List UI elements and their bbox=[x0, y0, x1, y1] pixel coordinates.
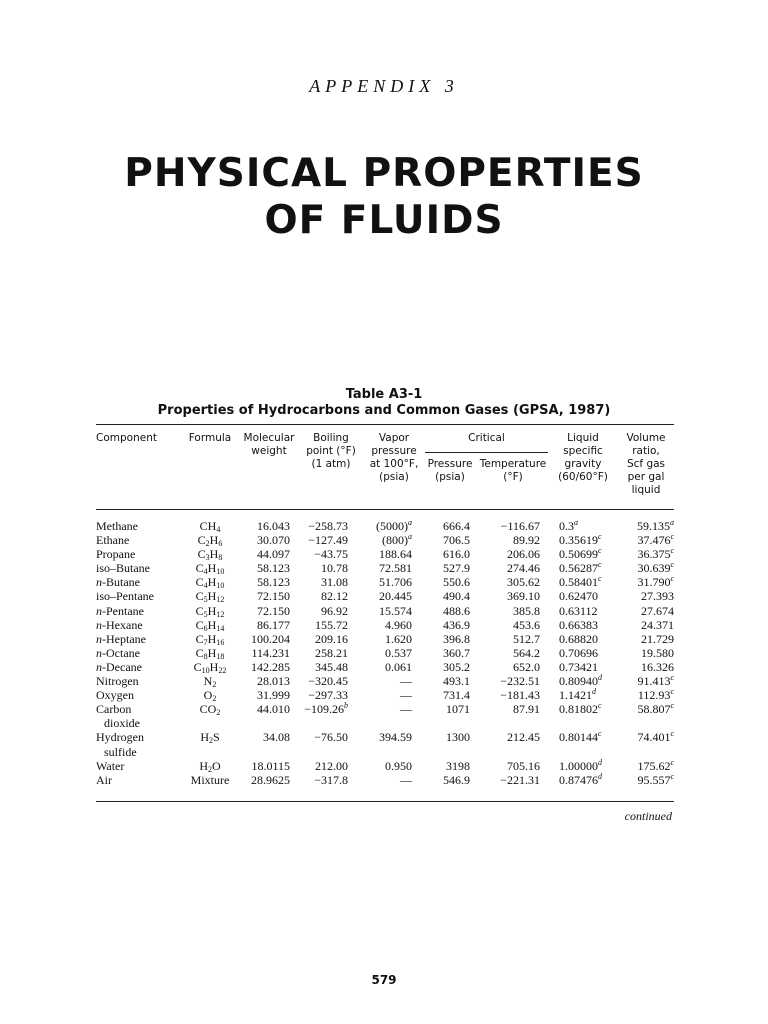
cell-volume-ratio: 95.557$^c$ bbox=[637, 771, 674, 787]
cell-molecular-weight: 28.013 bbox=[257, 674, 290, 689]
cell-molecular-weight: 72.150 bbox=[257, 603, 290, 618]
cell-volume-ratio: 21.729 bbox=[641, 631, 674, 646]
cell-critical-pressure: 488.6 bbox=[443, 603, 470, 618]
cell-critical-pressure: 436.9 bbox=[443, 617, 470, 632]
cell-critical-pressure: 493.1 bbox=[443, 674, 470, 689]
cell-component: n-Butane bbox=[96, 575, 140, 590]
cell-boiling-point: 345.48 bbox=[315, 659, 348, 674]
cell-critical-pressure: 490.4 bbox=[443, 589, 470, 604]
header-critical: Critical bbox=[468, 432, 505, 444]
cell-critical-temperature: 564.2 bbox=[513, 645, 540, 660]
cell-vapor-pressure: 72.581 bbox=[379, 561, 412, 576]
cell-critical-temperature: 453.6 bbox=[513, 617, 540, 632]
cell-volume-ratio: 19.580 bbox=[641, 645, 674, 660]
table-row bbox=[0, 519, 768, 533]
cell-molecular-weight: 114.231 bbox=[251, 645, 290, 660]
header-formula: Formula bbox=[188, 432, 232, 444]
table-caption: Properties of Hydrocarbons and Common Gases (GPSA, 1987) bbox=[157, 403, 611, 418]
cell-boiling-point: 258.21 bbox=[315, 645, 348, 660]
cell-liquid-specific-gravity: 0.58401$^c$ bbox=[559, 574, 602, 590]
cell-critical-pressure: 305.2 bbox=[443, 659, 470, 674]
table-top-rule bbox=[96, 424, 674, 425]
cell-volume-ratio: 24.371 bbox=[641, 617, 674, 632]
cell-liquid-specific-gravity: 0.62470 bbox=[559, 589, 598, 604]
cell-vapor-pressure: — bbox=[400, 702, 412, 717]
cell-vapor-pressure: — bbox=[400, 674, 412, 689]
page-title bbox=[0, 150, 768, 244]
cell-molecular-weight: 86.177 bbox=[257, 617, 290, 632]
cell-component: Air bbox=[96, 772, 112, 787]
cell-formula: $C_4H_{10}$ bbox=[195, 561, 225, 577]
header-critical-pressure: Pressure (psia) bbox=[427, 458, 473, 483]
cell-component: n-Hexane bbox=[96, 617, 143, 632]
table-row bbox=[0, 674, 768, 688]
cell-component: n-Decane bbox=[96, 659, 142, 674]
header-vapor-pressure: Vapor pressure at 100°F, (psia) bbox=[369, 432, 419, 483]
cell-formula: $H_2S$ bbox=[200, 730, 220, 746]
cell-boiling-point: −258.73 bbox=[308, 519, 348, 533]
cell-formula: $C_3H_8$ bbox=[197, 547, 223, 563]
cell-formula: $N_2$ bbox=[203, 674, 217, 690]
cell-boiling-point: 96.92 bbox=[321, 603, 348, 618]
cell-molecular-weight: 28.9625 bbox=[251, 772, 290, 787]
table-row bbox=[0, 773, 768, 787]
table-header-rule bbox=[96, 509, 674, 510]
cell-molecular-weight: 31.999 bbox=[257, 688, 290, 703]
cell-vapor-pressure: — bbox=[400, 688, 412, 703]
cell-critical-temperature: 705.16 bbox=[507, 758, 540, 773]
cell-liquid-specific-gravity: 0.73421 bbox=[559, 659, 598, 674]
continued-note: continued bbox=[624, 809, 672, 823]
table-row bbox=[0, 533, 768, 547]
cell-boiling-point: −320.45 bbox=[308, 674, 348, 689]
cell-liquid-specific-gravity: 0.68820 bbox=[559, 631, 598, 646]
critical-underline bbox=[425, 452, 548, 453]
table-row bbox=[0, 730, 768, 758]
cell-vapor-pressure: 1.620 bbox=[385, 631, 412, 646]
cell-critical-pressure: 706.5 bbox=[443, 533, 470, 548]
cell-critical-pressure: 731.4 bbox=[443, 688, 470, 703]
page-number: 579 bbox=[371, 973, 397, 987]
cell-molecular-weight: 44.010 bbox=[257, 702, 290, 717]
table-bottom-rule bbox=[96, 801, 674, 802]
cell-boiling-point: −127.49 bbox=[308, 533, 348, 548]
cell-component: Carbon bbox=[96, 702, 132, 717]
table-row bbox=[0, 660, 768, 674]
cell-volume-ratio: 175.62$^c$ bbox=[637, 757, 674, 773]
header-boiling-point: Boiling point (°F) (1 atm) bbox=[306, 432, 356, 470]
table-row bbox=[0, 604, 768, 618]
cell-boiling-point: 209.16 bbox=[315, 631, 348, 646]
cell-critical-pressure: 1300 bbox=[446, 730, 470, 745]
cell-component: Propane bbox=[96, 547, 136, 562]
cell-critical-temperature: 212.45 bbox=[507, 730, 540, 745]
cell-liquid-specific-gravity: 0.56287$^c$ bbox=[559, 560, 602, 576]
cell-boiling-point: 82.12 bbox=[321, 589, 348, 604]
cell-volume-ratio: 30.639$^c$ bbox=[637, 560, 674, 576]
cell-critical-temperature: 652.0 bbox=[513, 659, 540, 674]
cell-critical-temperature: 87.91 bbox=[513, 702, 540, 717]
cell-critical-pressure: 527.9 bbox=[443, 561, 470, 576]
table-row bbox=[0, 589, 768, 603]
cell-vapor-pressure: 0.061 bbox=[385, 659, 412, 674]
cell-boiling-point: 31.08 bbox=[321, 575, 348, 590]
cell-liquid-specific-gravity: 0.81802$^c$ bbox=[559, 701, 602, 717]
table-row bbox=[0, 561, 768, 575]
header-molecular-weight: Molecular weight bbox=[243, 432, 295, 457]
cell-liquid-specific-gravity: 0.80940$^d$ bbox=[559, 673, 602, 689]
cell-vapor-pressure: 15.574 bbox=[379, 603, 412, 618]
cell-vapor-pressure: 51.706 bbox=[379, 575, 412, 590]
cell-liquid-specific-gravity: 0.50699$^c$ bbox=[559, 546, 602, 562]
table-row bbox=[0, 618, 768, 632]
cell-molecular-weight: 100.204 bbox=[251, 631, 290, 646]
cell-critical-temperature: 369.10 bbox=[507, 589, 540, 604]
cell-liquid-specific-gravity: 0.70696 bbox=[559, 645, 598, 660]
cell-critical-pressure: 666.4 bbox=[443, 519, 470, 533]
cell-volume-ratio: 59.135$^a$ bbox=[637, 518, 674, 533]
cell-formula: $C_6H_{14}$ bbox=[195, 617, 225, 633]
cell-boiling-point: 212.00 bbox=[315, 758, 348, 773]
cell-volume-ratio: 36.375$^c$ bbox=[637, 546, 674, 562]
cell-component: Nitrogen bbox=[96, 674, 139, 689]
cell-critical-temperature: −221.31 bbox=[500, 772, 540, 787]
cell-critical-pressure: 550.6 bbox=[443, 575, 470, 590]
table-row bbox=[0, 688, 768, 702]
cell-formula: $C_4H_{10}$ bbox=[195, 575, 225, 591]
cell-volume-ratio: 31.790$^c$ bbox=[637, 574, 674, 590]
cell-boiling-point: −109.26$^b$ bbox=[304, 701, 348, 717]
cell-liquid-specific-gravity: 1.1421$^d$ bbox=[559, 687, 596, 703]
cell-molecular-weight: 16.043 bbox=[257, 519, 290, 533]
cell-formula: Mixture bbox=[190, 772, 230, 787]
cell-vapor-pressure: 0.950 bbox=[385, 758, 412, 773]
cell-critical-pressure: 396.8 bbox=[443, 631, 470, 646]
cell-boiling-point: 155.72 bbox=[315, 617, 348, 632]
cell-formula: $C_5H_{12}$ bbox=[195, 589, 225, 605]
cell-critical-temperature: 305.62 bbox=[507, 575, 540, 590]
cell-critical-temperature: 206.06 bbox=[507, 547, 540, 562]
cell-vapor-pressure: $(5000)^a$ bbox=[376, 518, 412, 533]
table-row bbox=[0, 646, 768, 660]
cell-formula: $CO_2$ bbox=[199, 702, 221, 718]
cell-volume-ratio: 58.807$^c$ bbox=[637, 701, 674, 717]
cell-formula: $C_5H_{12}$ bbox=[195, 603, 225, 619]
cell-volume-ratio: 74.401$^c$ bbox=[637, 729, 674, 745]
cell-formula: $C_2H_6$ bbox=[197, 533, 223, 549]
cell-volume-ratio: 16.326 bbox=[641, 659, 674, 674]
cell-formula: $C_{10}H_{22}$ bbox=[193, 659, 227, 675]
table-row bbox=[0, 632, 768, 646]
cell-volume-ratio: 27.674 bbox=[641, 603, 674, 618]
cell-molecular-weight: 142.285 bbox=[251, 659, 290, 674]
cell-molecular-weight: 72.150 bbox=[257, 589, 290, 604]
cell-vapor-pressure: 4.960 bbox=[385, 617, 412, 632]
title-line-1: PHYSICAL PROPERTIES bbox=[124, 151, 644, 196]
cell-liquid-specific-gravity: 0.35619$^c$ bbox=[559, 532, 602, 548]
cell-formula: $H_2O$ bbox=[199, 758, 221, 774]
cell-critical-temperature: 274.46 bbox=[507, 561, 540, 576]
header-liquid-specific-gravity: Liquid specific gravity (60/60°F) bbox=[558, 432, 608, 483]
cell-critical-pressure: 1071 bbox=[446, 702, 470, 717]
cell-component: n-Octane bbox=[96, 645, 140, 660]
cell-critical-temperature: 512.7 bbox=[513, 631, 540, 646]
cell-component: Water bbox=[96, 758, 125, 773]
cell-critical-pressure: 546.9 bbox=[443, 772, 470, 787]
cell-vapor-pressure: 20.445 bbox=[379, 589, 412, 604]
table-number: Table A3-1 bbox=[345, 387, 423, 402]
cell-molecular-weight: 58.123 bbox=[257, 561, 290, 576]
cell-critical-temperature: 89.92 bbox=[513, 533, 540, 548]
cell-critical-pressure: 3198 bbox=[446, 758, 470, 773]
cell-critical-temperature: 385.8 bbox=[513, 603, 540, 618]
cell-liquid-specific-gravity: 0.87476$^d$ bbox=[559, 771, 602, 787]
cell-liquid-specific-gravity: 0.66383 bbox=[559, 617, 598, 632]
cell-component: Hydrogen bbox=[96, 730, 144, 745]
cell-boiling-point: −297.33 bbox=[308, 688, 348, 703]
table-row bbox=[0, 547, 768, 561]
cell-liquid-specific-gravity: 0.3$^a$ bbox=[559, 518, 578, 533]
cell-boiling-point: −43.75 bbox=[314, 547, 348, 562]
cell-molecular-weight: 30.070 bbox=[257, 533, 290, 548]
cell-molecular-weight: 34.08 bbox=[263, 730, 290, 745]
cell-critical-temperature: −232.51 bbox=[500, 674, 540, 689]
appendix-label: APPENDIX 3 bbox=[309, 76, 459, 96]
cell-liquid-specific-gravity: 0.80144$^c$ bbox=[559, 729, 602, 745]
cell-component-continued: sulfide bbox=[104, 744, 137, 759]
cell-vapor-pressure: 0.537 bbox=[385, 645, 412, 660]
cell-volume-ratio: 27.393 bbox=[641, 589, 674, 604]
cell-liquid-specific-gravity: 0.63112 bbox=[559, 603, 598, 618]
cell-volume-ratio: 112.93$^c$ bbox=[637, 687, 674, 703]
cell-liquid-specific-gravity: 1.00000$^d$ bbox=[559, 757, 602, 773]
cell-boiling-point: −76.50 bbox=[314, 730, 348, 745]
cell-component: Methane bbox=[96, 519, 138, 533]
cell-boiling-point: −317.8 bbox=[314, 772, 348, 787]
cell-vapor-pressure: $(800)^a$ bbox=[382, 532, 412, 548]
cell-formula: $O_2$ bbox=[203, 688, 217, 704]
header-critical-temperature: Temperature (°F) bbox=[479, 458, 547, 483]
cell-vapor-pressure: 188.64 bbox=[379, 547, 412, 562]
cell-formula: $CH_4$ bbox=[199, 519, 221, 534]
cell-component: n-Heptane bbox=[96, 631, 146, 646]
cell-molecular-weight: 44.097 bbox=[257, 547, 290, 562]
cell-component: Ethane bbox=[96, 533, 130, 548]
cell-volume-ratio: 37.476$^c$ bbox=[637, 532, 674, 548]
cell-molecular-weight: 58.123 bbox=[257, 575, 290, 590]
cell-volume-ratio: 91.413$^c$ bbox=[637, 673, 674, 689]
cell-component: Oxygen bbox=[96, 688, 134, 703]
cell-component: n-Pentane bbox=[96, 603, 144, 618]
cell-molecular-weight: 18.0115 bbox=[251, 758, 290, 773]
header-volume-ratio: Volume ratio, Scf gas per gal liquid bbox=[626, 432, 666, 496]
cell-critical-temperature: −181.43 bbox=[500, 688, 540, 703]
cell-component: iso–Butane bbox=[96, 561, 150, 576]
cell-component: iso–Pentane bbox=[96, 589, 154, 604]
header-component: Component bbox=[96, 432, 157, 444]
cell-formula: $C_8H_{18}$ bbox=[195, 645, 225, 661]
table-row bbox=[0, 759, 768, 773]
cell-critical-pressure: 360.7 bbox=[443, 645, 470, 660]
table-row bbox=[0, 575, 768, 589]
cell-component-continued: dioxide bbox=[104, 716, 140, 731]
table-row bbox=[0, 702, 768, 730]
cell-boiling-point: 10.78 bbox=[321, 561, 348, 576]
cell-critical-temperature: −116.67 bbox=[500, 519, 540, 533]
cell-vapor-pressure: — bbox=[400, 772, 412, 787]
title-line-2: OF FLUIDS bbox=[264, 198, 504, 243]
table-body bbox=[0, 519, 768, 787]
cell-formula: $C_7H_{16}$ bbox=[195, 631, 225, 647]
cell-critical-pressure: 616.0 bbox=[443, 547, 470, 562]
cell-vapor-pressure: 394.59 bbox=[379, 730, 412, 745]
